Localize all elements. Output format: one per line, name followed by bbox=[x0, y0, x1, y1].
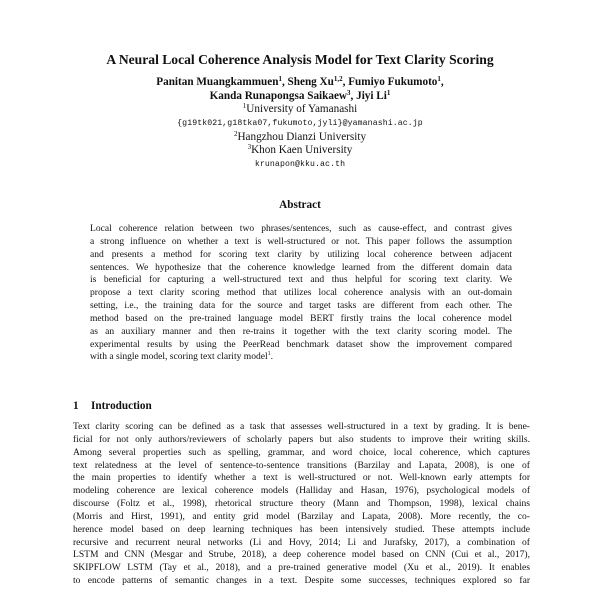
author-separator: , bbox=[440, 76, 444, 88]
author-affiliation-mark: 3 bbox=[347, 88, 351, 97]
author-separator: , bbox=[342, 76, 349, 88]
abstract-line: propose a text clarity scoring method that utilizes local coherence analysis with an out-domain bbox=[90, 287, 512, 299]
affiliation-mark: 1 bbox=[242, 102, 247, 110]
author-name: Fumiyo Fukumoto bbox=[348, 76, 438, 88]
body-line: modeling coherence are lexical coherence models (Halliday and Hasan, 1976), psychological models of bbox=[73, 485, 530, 497]
abstract-line: with a single model, scoring text clarity model bbox=[90, 351, 268, 363]
abstract-line: is beneficial for capturing a well-structured text and thus helpful for scoring text clarity. We bbox=[90, 274, 512, 286]
body-line: herence model based on deep learning techniques has been intensively studied. These attempts include bbox=[73, 523, 530, 535]
abstract-heading: Abstract bbox=[279, 199, 321, 211]
abstract-line: sentences. We hypothesize that the coherence knowledge learned from the different domain data bbox=[90, 261, 512, 273]
abstract-text bbox=[90, 223, 512, 364]
body-line: SKIPFLOW LSTM (Tay et al., 2018), and a pre-trained generative model (Xu et al., 2019). It enables bbox=[73, 562, 530, 574]
abstract-end-punct: . bbox=[270, 351, 274, 363]
author-name: Kanda Runapongsa Saikaew bbox=[209, 89, 348, 102]
body-line: Among several properties such as spelling, grammar, and word choice, local coherence, which captures bbox=[73, 446, 530, 458]
body-line: LSTM and CNN (Mesgar and Strube, 2018), a deep coherence model based on CNN (Cui et al., 2017), bbox=[73, 549, 530, 561]
body-line: ficial for not only authors/reviewers of scholarly papers but also students to improve their writing skills. bbox=[73, 433, 530, 445]
author-line-2 bbox=[0, 90, 600, 104]
body-line: Text clarity scoring can be defined as a task that assesses well-structured in a text by grading. It is bene- bbox=[73, 421, 530, 432]
body-line: to encode patterns of semantic changes in a text. Despite some successes, techniques explored so far bbox=[73, 575, 530, 587]
author-name: Jiyi Li bbox=[356, 89, 387, 102]
section-heading bbox=[73, 399, 152, 413]
body-line: the main properties to identify whether a text is well-structured or not. Well-known early attempts for bbox=[73, 472, 530, 484]
section-title: Introduction bbox=[91, 400, 152, 412]
affiliation-3 bbox=[0, 144, 600, 158]
author-line-1 bbox=[0, 76, 600, 90]
affiliation-2 bbox=[0, 131, 600, 145]
body-line: recursive and recurrent neural networks (Li and Hovy, 2014; Li and Jurafsky, 2017), a combination of bbox=[73, 536, 530, 548]
affiliation-mark: 3 bbox=[247, 143, 252, 151]
abstract-line: experimental results by using the PeerRead benchmark dataset show the improvement compared bbox=[90, 338, 512, 350]
author-name: Panitan Muangkammuen bbox=[156, 76, 279, 88]
author-affiliation-mark: 1 bbox=[386, 88, 391, 97]
body-line: (Morris and Hirst, 1991), and entity grid model (Barzilay and Lapata, 2008). More recently, the co- bbox=[73, 510, 530, 522]
author-name: Sheng Xu bbox=[287, 76, 334, 88]
introduction-text bbox=[73, 421, 530, 588]
author-separator: , bbox=[281, 76, 288, 88]
abstract-line: a strong influence on whether a text is well-structured or not. This paper follows the assumption bbox=[90, 235, 512, 247]
footnote-mark: 1 bbox=[267, 351, 271, 358]
author-affiliation-mark: 1 bbox=[437, 75, 441, 83]
affiliation-3-email: krunapon@kku.ac.th bbox=[254, 159, 346, 169]
abstract-last-line bbox=[90, 351, 512, 364]
author-block bbox=[0, 76, 600, 172]
abstract-line: Local coherence relation between two phrases/sentences, such as cause-effect, and contrast gives bbox=[90, 223, 512, 234]
paper-title: A Neural Local Coherence Analysis Model for Text Clarity Scoring bbox=[106, 52, 494, 67]
affiliation-1 bbox=[0, 103, 600, 117]
author-affiliation-mark: 1 bbox=[278, 75, 282, 83]
affiliation-name: Hangzhou Dianzi University bbox=[237, 130, 367, 143]
abstract-line: setting, i.e., the training data for the source and target tasks are different from each other. The bbox=[90, 300, 512, 312]
body-line: discourse (Foltz et al., 1998), rhetorical structure theory (Mann and Thompson, 1998), lexical chains bbox=[73, 498, 530, 510]
affiliation-name: University of Yamanashi bbox=[246, 103, 358, 115]
section-number: 1 bbox=[73, 400, 79, 412]
author-affiliation-mark: 1,2 bbox=[333, 75, 343, 83]
abstract-line: as an auxiliary manner and then re-trains it together with the text clarity scoring model. The bbox=[90, 325, 512, 337]
affiliation-1-email: {g19tk021,g18tka07,fukumoto,jyli}@yamanashi.ac.jp bbox=[177, 118, 423, 128]
body-line: text relatedness at the level of sentence-to-sentence transitions (Barzilay and Lapata, 2008), is one of bbox=[73, 459, 530, 471]
affiliation-name: Khon Kaen University bbox=[251, 144, 353, 156]
abstract-line: method based on the pre-trained language model BERT firstly trains the local coherence model bbox=[90, 312, 512, 324]
affiliation-mark: 2 bbox=[233, 129, 238, 138]
abstract-line: and presents a method for scoring text clarity by utilizing local coherence between adjacent bbox=[90, 248, 512, 260]
author-separator: , bbox=[350, 89, 357, 102]
